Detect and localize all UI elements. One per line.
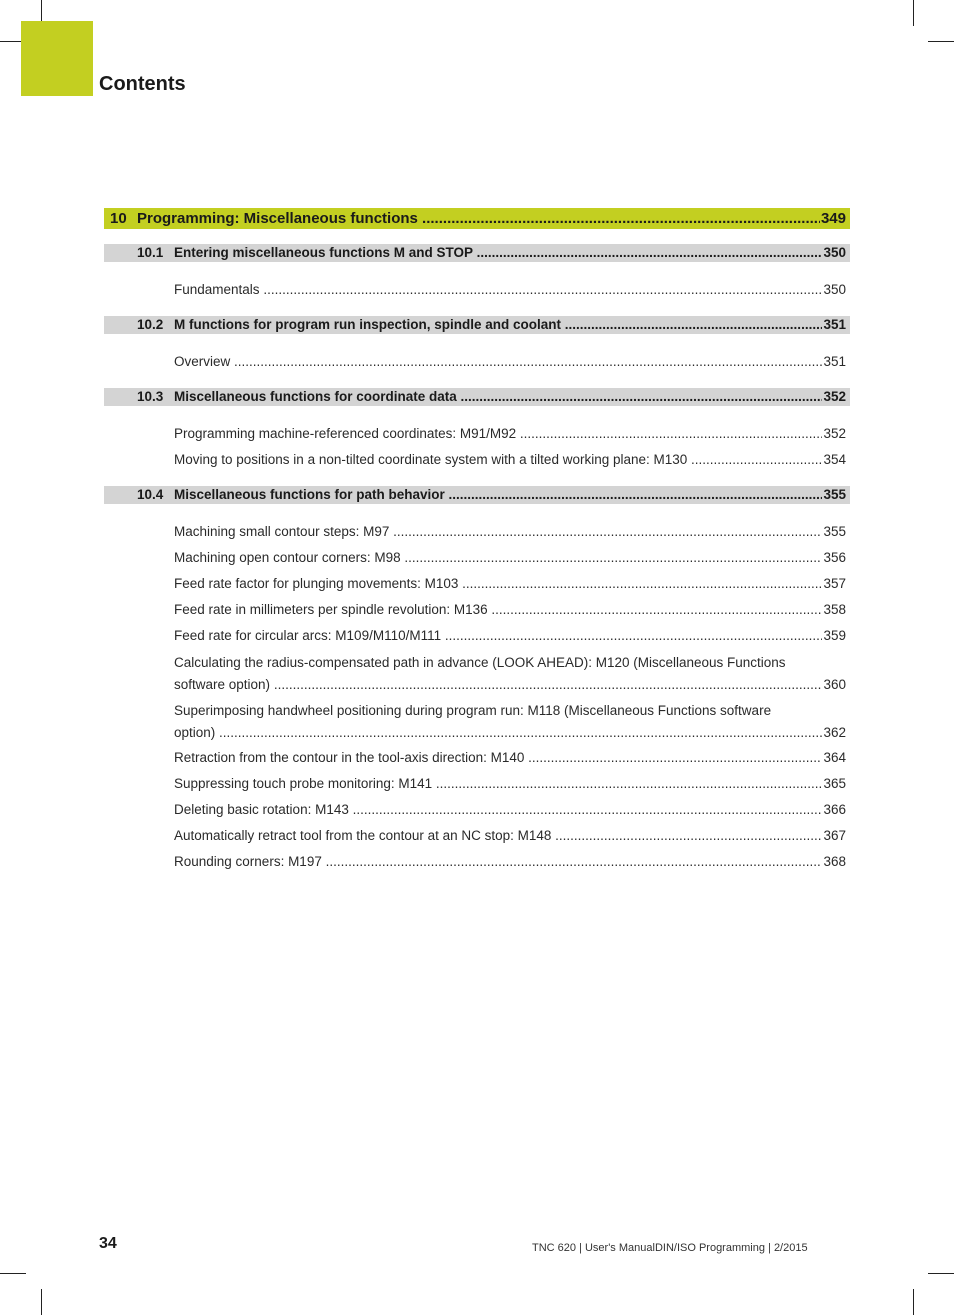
toc-entry[interactable]	[104, 424, 850, 444]
toc-entry[interactable]	[104, 748, 850, 768]
entry-page: 350	[823, 282, 846, 297]
entry-page: 351	[823, 354, 846, 369]
entry-title: Feed rate for circular arcs: M109/M110/M111 .....	[174, 626, 822, 646]
entry-page: 356	[823, 550, 846, 565]
table-of-contents	[104, 208, 850, 878]
crop-mark	[928, 1273, 954, 1274]
document-footer: TNC 620 | User's ManualDIN/ISO Programming | 2/2015	[532, 1242, 808, 1254]
entry-page: 367	[823, 828, 846, 843]
toc-entry[interactable]	[104, 450, 850, 470]
entry-title: Feed rate factor for plunging movements: M103 .....	[174, 574, 822, 594]
section-number: 10.2	[137, 317, 164, 332]
toc-entry[interactable]	[104, 626, 850, 646]
page-number: 34	[99, 1235, 117, 1252]
chapter-tab-marker	[21, 21, 93, 96]
entry-title: Machining open contour corners: M98 .....	[174, 548, 822, 568]
toc-entry[interactable]	[104, 548, 850, 568]
section-title: Miscellaneous functions for path behavior .....	[174, 486, 822, 504]
crop-mark	[928, 41, 954, 42]
toc-section-10-2[interactable]	[104, 316, 850, 334]
toc-entry[interactable]	[104, 700, 850, 744]
toc-entry[interactable]	[104, 574, 850, 594]
toc-section-10-1[interactable]	[104, 244, 850, 262]
chapter-number: 10	[110, 210, 127, 227]
toc-entry[interactable]	[104, 774, 850, 794]
entry-page: 359	[823, 628, 846, 643]
entry-page: 362	[823, 725, 846, 740]
section-title: M functions for program run inspection, spindle and coolant .....	[174, 316, 822, 334]
section-number: 10.4	[137, 487, 164, 502]
chapter-title: Programming: Miscellaneous functions .....	[137, 208, 820, 229]
entry-title: Feed rate in millimeters per spindle revolution: M136 .....	[174, 600, 822, 620]
toc-entry[interactable]	[104, 352, 850, 372]
entry-page: 352	[823, 426, 846, 441]
entry-title-line2: software option) .....	[174, 674, 822, 696]
entry-title-line1: Superimposing handwheel positioning during program run: M118 (Miscellaneous Functions software	[174, 703, 772, 718]
entry-title-line1: Calculating the radius-compensated path in advance (LOOK AHEAD): M120 (Miscellaneous Functions	[174, 655, 786, 670]
crop-mark	[41, 1289, 42, 1315]
entry-page: 365	[823, 776, 846, 791]
crop-mark	[913, 1289, 914, 1315]
entry-page: 357	[823, 576, 846, 591]
entry-page: 364	[823, 750, 846, 765]
toc-entry[interactable]	[104, 652, 850, 696]
section-page: 352	[823, 389, 846, 404]
entry-title: Rounding corners: M197 .....	[174, 852, 822, 872]
entry-title: Overview .....	[174, 352, 822, 372]
entry-title-line2: option) .....	[174, 722, 822, 744]
toc-section-10-3[interactable]	[104, 388, 850, 406]
entry-title: Moving to positions in a non-tilted coordinate system with a tilted working plane: M130 .....	[174, 450, 822, 470]
toc-entry[interactable]	[104, 852, 850, 872]
section-title: Entering miscellaneous functions M and STOP .....	[174, 244, 822, 262]
entry-page: 358	[823, 602, 846, 617]
crop-mark	[0, 1273, 26, 1274]
entry-page: 366	[823, 802, 846, 817]
entry-title: Programming machine-referenced coordinates: M91/M92 .....	[174, 424, 822, 444]
entry-title: Machining small contour steps: M97 .....	[174, 522, 822, 542]
entry-title: Suppressing touch probe monitoring: M141 .....	[174, 774, 822, 794]
entry-title: Automatically retract tool from the contour at an NC stop: M148 .....	[174, 826, 822, 846]
toc-entry[interactable]	[104, 800, 850, 820]
entry-page: 355	[823, 524, 846, 539]
toc-entry[interactable]	[104, 826, 850, 846]
toc-chapter-10[interactable]	[104, 208, 850, 229]
section-page: 355	[823, 487, 846, 502]
section-page: 350	[823, 245, 846, 260]
entry-title: Fundamentals .....	[174, 280, 822, 300]
entry-page: 354	[823, 452, 846, 467]
toc-section-10-4[interactable]	[104, 486, 850, 504]
page-title: Contents	[99, 73, 186, 95]
entry-title: Deleting basic rotation: M143 .....	[174, 800, 822, 820]
toc-entry[interactable]	[104, 522, 850, 542]
toc-entry[interactable]	[104, 600, 850, 620]
chapter-page: 349	[820, 210, 846, 227]
toc-entry[interactable]	[104, 280, 850, 300]
section-number: 10.1	[137, 245, 164, 260]
entry-title: Retraction from the contour in the tool-axis direction: M140 .....	[174, 748, 822, 768]
crop-mark	[913, 0, 914, 26]
entry-page: 368	[823, 854, 846, 869]
section-number: 10.3	[137, 389, 164, 404]
section-page: 351	[823, 317, 846, 332]
section-title: Miscellaneous functions for coordinate data .....	[174, 388, 822, 406]
entry-page: 360	[823, 677, 846, 692]
